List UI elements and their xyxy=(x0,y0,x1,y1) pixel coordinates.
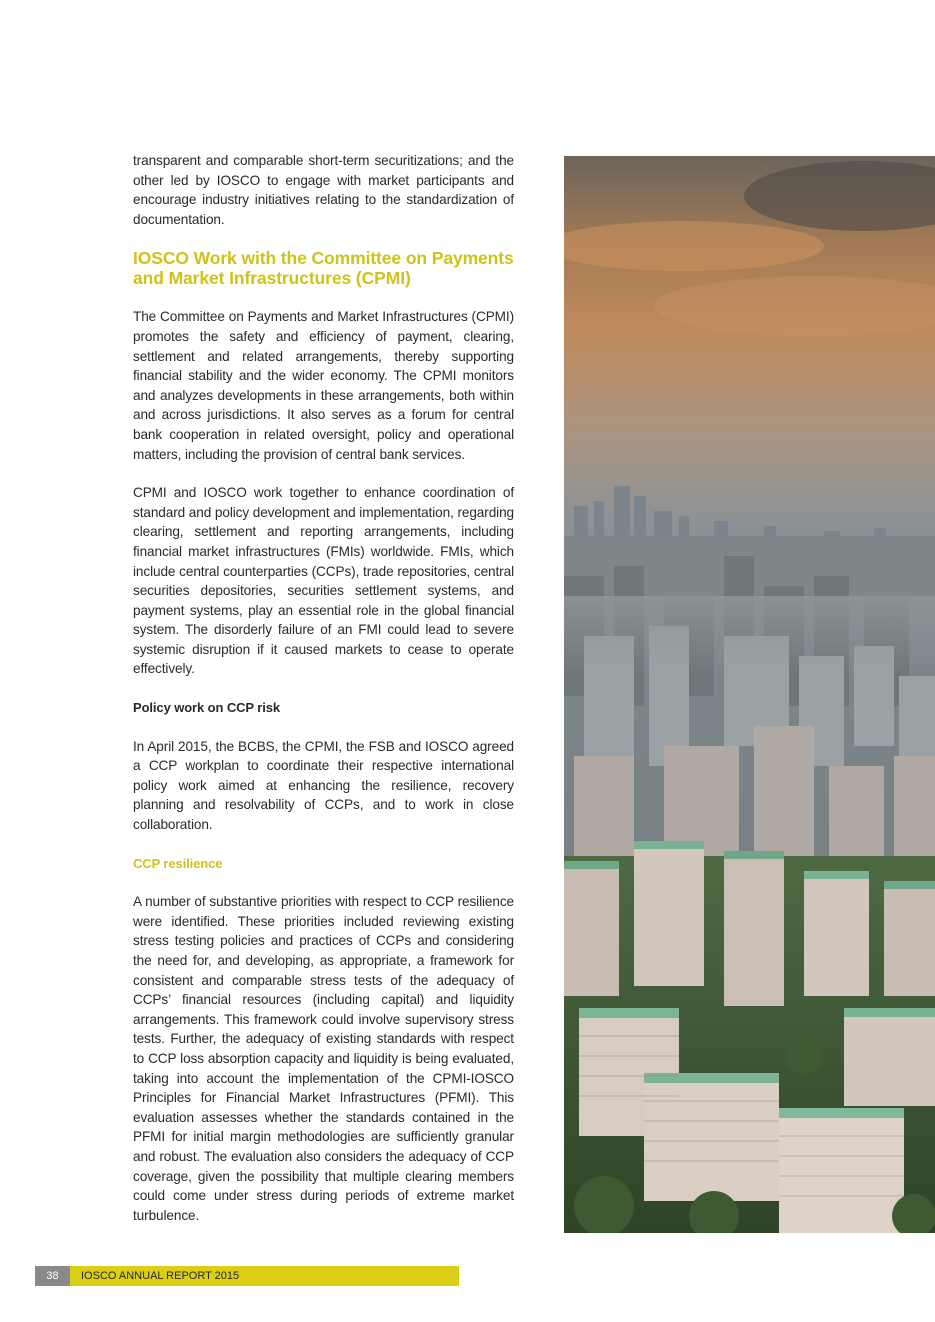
page-number: 38 xyxy=(35,1266,70,1286)
footer-title: IOSCO ANNUAL REPORT 2015 xyxy=(81,1270,240,1282)
section-heading: IOSCO Work with the Committee on Payments and Market Infrastructures (CPMI) xyxy=(133,248,514,289)
paragraph-cpmi-iosco: CPMI and IOSCO work together to enhance coordination of standard and policy development and implementation, regarding clearing, settlement and reporting arrangements, including financial market infrastructures (FMIs) worldwide. FMIs, which include central counterparties (CCPs), trade repositories, central securities depositories, securities settlement systems, and payment systems, play an essential role in the global financial system. The disorderly failure of an FMI could lead to severe systemic disruption if it caused markets to cease to operate effectively. xyxy=(133,485,514,677)
paragraph-workplan: In April 2015, the BCBS, the CPMI, the FSB and IOSCO agreed a CCP workplan to coordinate their respective international policy work aimed at enhancing the resilience, recovery planning and resolvability of CCPs, and to work in close collaboration. xyxy=(133,738,514,833)
paragraph-intro: transparent and comparable short-term securitizations; and the other led by IOSCO to engage with market participants and encourage industry initiatives relating to the standardization of documentation. xyxy=(133,153,514,227)
paragraph-ccp-resilience: A number of substantive priorities with respect to CCP resilience were identified. These priorities included reviewing existing stress testing policies and practices of CCPs and considering the need for, and developing, as appropriate, a framework for consistent and comparable stress tests of the adequacy of CCPs’ financial resources (including capital) and liquidity arrangements. This framework could involve supervisory stress tests. Further, the adequacy of existing standards with respect to CCP loss absorption capacity and liquidity is being evaluated, taking into account the implementation of the CPMI-IOSCO Principles for Financial Market Infrastructures (PFMI). This evaluation assesses whether the standards contained in the PFMI for initial margin methodologies are sufficiently granular and robust. The evaluation also considers the adequacy of CCP coverage, given the possibility that multiple clearing members could come under stress during periods of extreme market turbulence. xyxy=(133,894,514,1223)
page-footer xyxy=(35,1266,459,1286)
subheading-policy-work: Policy work on CCP risk xyxy=(133,700,281,716)
city-skyline-photo xyxy=(564,156,935,1233)
main-text-column xyxy=(133,151,514,1225)
paragraph-cpmi-intro: The Committee on Payments and Market Infrastructures (CPMI) promotes the safety and efficiency of payment, clearing, settlement and related arrangements, thereby supporting financial stability and the wider economy. The CPMI monitors and analyzes developments in these arrangements, both within and across jurisdictions. It also serves as a forum for central bank cooperation in related oversight, policy and operational matters, including the provision of central bank services. xyxy=(133,309,514,462)
subheading-ccp-resilience: CCP resilience xyxy=(133,855,223,871)
